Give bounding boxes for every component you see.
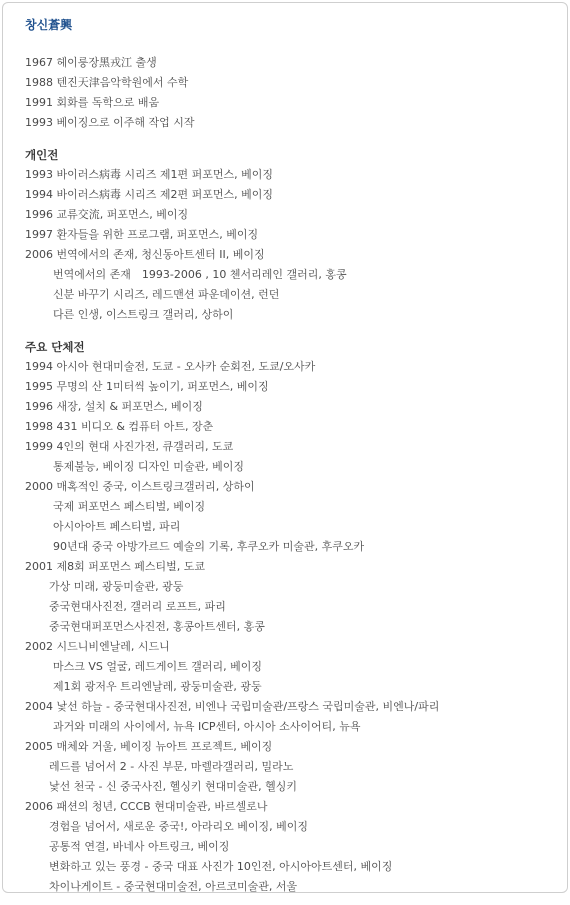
group-exhibition-subitem: 낯선 천국 - 신 중국사진, 헬싱키 현대미술관, 헬싱키 xyxy=(49,780,297,793)
group-exhibition-subitem: 국제 퍼포먼스 페스티벌, 베이징 xyxy=(53,500,206,513)
group-exhibition-item: 1996 새장, 설치 & 퍼포먼스, 베이징 xyxy=(25,400,203,413)
group-exhibition-subitem: 과거와 미래의 사이에서, 뉴욕 ICP센터, 아시아 소사이어티, 뉴욕 xyxy=(53,720,361,733)
group-exhibition-subitem: 제1회 광저우 트리엔날레, 광둥미술관, 광둥 xyxy=(53,680,262,693)
group-exhibition-item: 2004 낯선 하늘 - 중국현대사진전, 비엔나 국립미술관/프랑스 국립미술관, 비엔나/파리 xyxy=(25,700,440,713)
group-exhibition-item: 1998 431 비디오 & 컴퓨터 아트, 장춘 xyxy=(25,420,214,433)
solo-exhibition-item: 2006 번역에서의 존재, 청신동아트센터 II, 베이징 xyxy=(25,248,265,261)
group-exhibition-item: 2006 패션의 청년, CCCB 현대미술관, 바르셀로나 xyxy=(25,800,268,813)
bio-line: 1993 베이징으로 이주해 작업 시작 xyxy=(25,116,195,129)
group-exhibition-subitem: 중국현대퍼포먼스사진전, 홍콩아트센터, 홍콩 xyxy=(49,620,265,633)
group-exhibition-subitem: 변화하고 있는 풍경 - 중국 대표 사진가 10인전, 아시아아트센터, 베이징 xyxy=(49,860,393,873)
group-exhibition-subitem: 공통적 연결, 바네사 아트링크, 베이징 xyxy=(49,840,230,853)
solo-exhibitions-heading: 개인전 xyxy=(25,148,59,162)
group-exhibition-subitem: 레드를 넘어서 2 - 사진 부문, 마렐라갤러리, 밀라노 xyxy=(49,760,294,773)
group-exhibition-item: 1999 4인의 현대 사진가전, 큐갤러리, 도쿄 xyxy=(25,440,234,453)
group-exhibition-subitem: 90년대 중국 아방가르드 예술의 기록, 후쿠오카 미술관, 후쿠오카 xyxy=(53,540,365,553)
solo-exhibition-subitem: 다른 인생, 이스트링크 갤러리, 상하이 xyxy=(53,308,234,321)
solo-exhibition-subitem: 번역에서의 존재 1993-2006 , 10 첸서리레인 갤러리, 홍콩 xyxy=(53,268,347,281)
bio-section xyxy=(25,53,557,133)
group-exhibition-subitem: 아시아아트 페스티벌, 파리 xyxy=(53,520,181,533)
group-exhibition-item: 2002 시드니비엔날레, 시드니 xyxy=(25,640,170,653)
group-exhibition-item: 1995 무명의 산 1미터씩 높이기, 퍼포먼스, 베이징 xyxy=(25,380,269,393)
artist-name-title: 창신蒼興 xyxy=(25,18,73,32)
group-exhibitions-list xyxy=(25,357,557,897)
group-exhibition-subitem: 중국현대사진전, 갤러리 로프트, 파리 xyxy=(49,600,226,613)
group-exhibition-item: 2001 제8회 퍼포먼스 페스티벌, 도쿄 xyxy=(25,560,205,573)
solo-exhibition-item: 1993 바이러스病毒 시리즈 제1편 퍼포먼스, 베이징 xyxy=(25,168,273,181)
solo-exhibition-subitem: 신분 바꾸기 시리즈, 레드맨션 파운데이션, 런던 xyxy=(53,288,280,301)
solo-exhibitions-section xyxy=(25,145,557,325)
group-exhibition-subitem: 통제불능, 베이징 디자인 미술관, 베이징 xyxy=(53,460,244,473)
group-exhibitions-section xyxy=(25,337,557,897)
bio-line: 1988 텐진天津음악학원에서 수학 xyxy=(25,76,189,89)
solo-exhibition-item: 1996 교류交流, 퍼포먼스, 베이징 xyxy=(25,208,189,221)
group-exhibition-item: 2000 매혹적인 중국, 이스트링크갤러리, 상하이 xyxy=(25,480,255,493)
group-exhibition-subitem: 마스크 VS 얼굴, 레드게이트 갤러리, 베이징 xyxy=(53,660,262,673)
solo-exhibition-item: 1994 바이러스病毒 시리즈 제2편 퍼포먼스, 베이징 xyxy=(25,188,273,201)
group-exhibition-item: 2005 매체와 거울, 베이징 뉴아트 프로젝트, 베이징 xyxy=(25,740,273,753)
solo-exhibition-item: 1997 환자들을 위한 프로그램, 퍼포먼스, 베이징 xyxy=(25,228,259,241)
artist-profile xyxy=(25,15,557,897)
group-exhibition-subitem: 경험을 넘어서, 새로운 중국!, 아라리오 베이징, 베이징 xyxy=(49,820,309,833)
content-panel xyxy=(2,2,568,893)
group-exhibition-subitem: 차이나게이트 - 중국현대미술전, 아르코미술관, 서울 xyxy=(49,880,298,893)
group-exhibitions-heading: 주요 단체전 xyxy=(25,340,85,354)
group-exhibition-item: 1994 아시아 현대미술전, 도쿄 - 오사카 순회전, 도쿄/오사카 xyxy=(25,360,316,373)
bio-line: 1967 헤이룽장黑戎江 출생 xyxy=(25,56,157,69)
bio-line: 1991 회화를 독학으로 배움 xyxy=(25,96,160,109)
group-exhibition-subitem: 가상 미래, 광둥미술관, 광둥 xyxy=(49,580,184,593)
